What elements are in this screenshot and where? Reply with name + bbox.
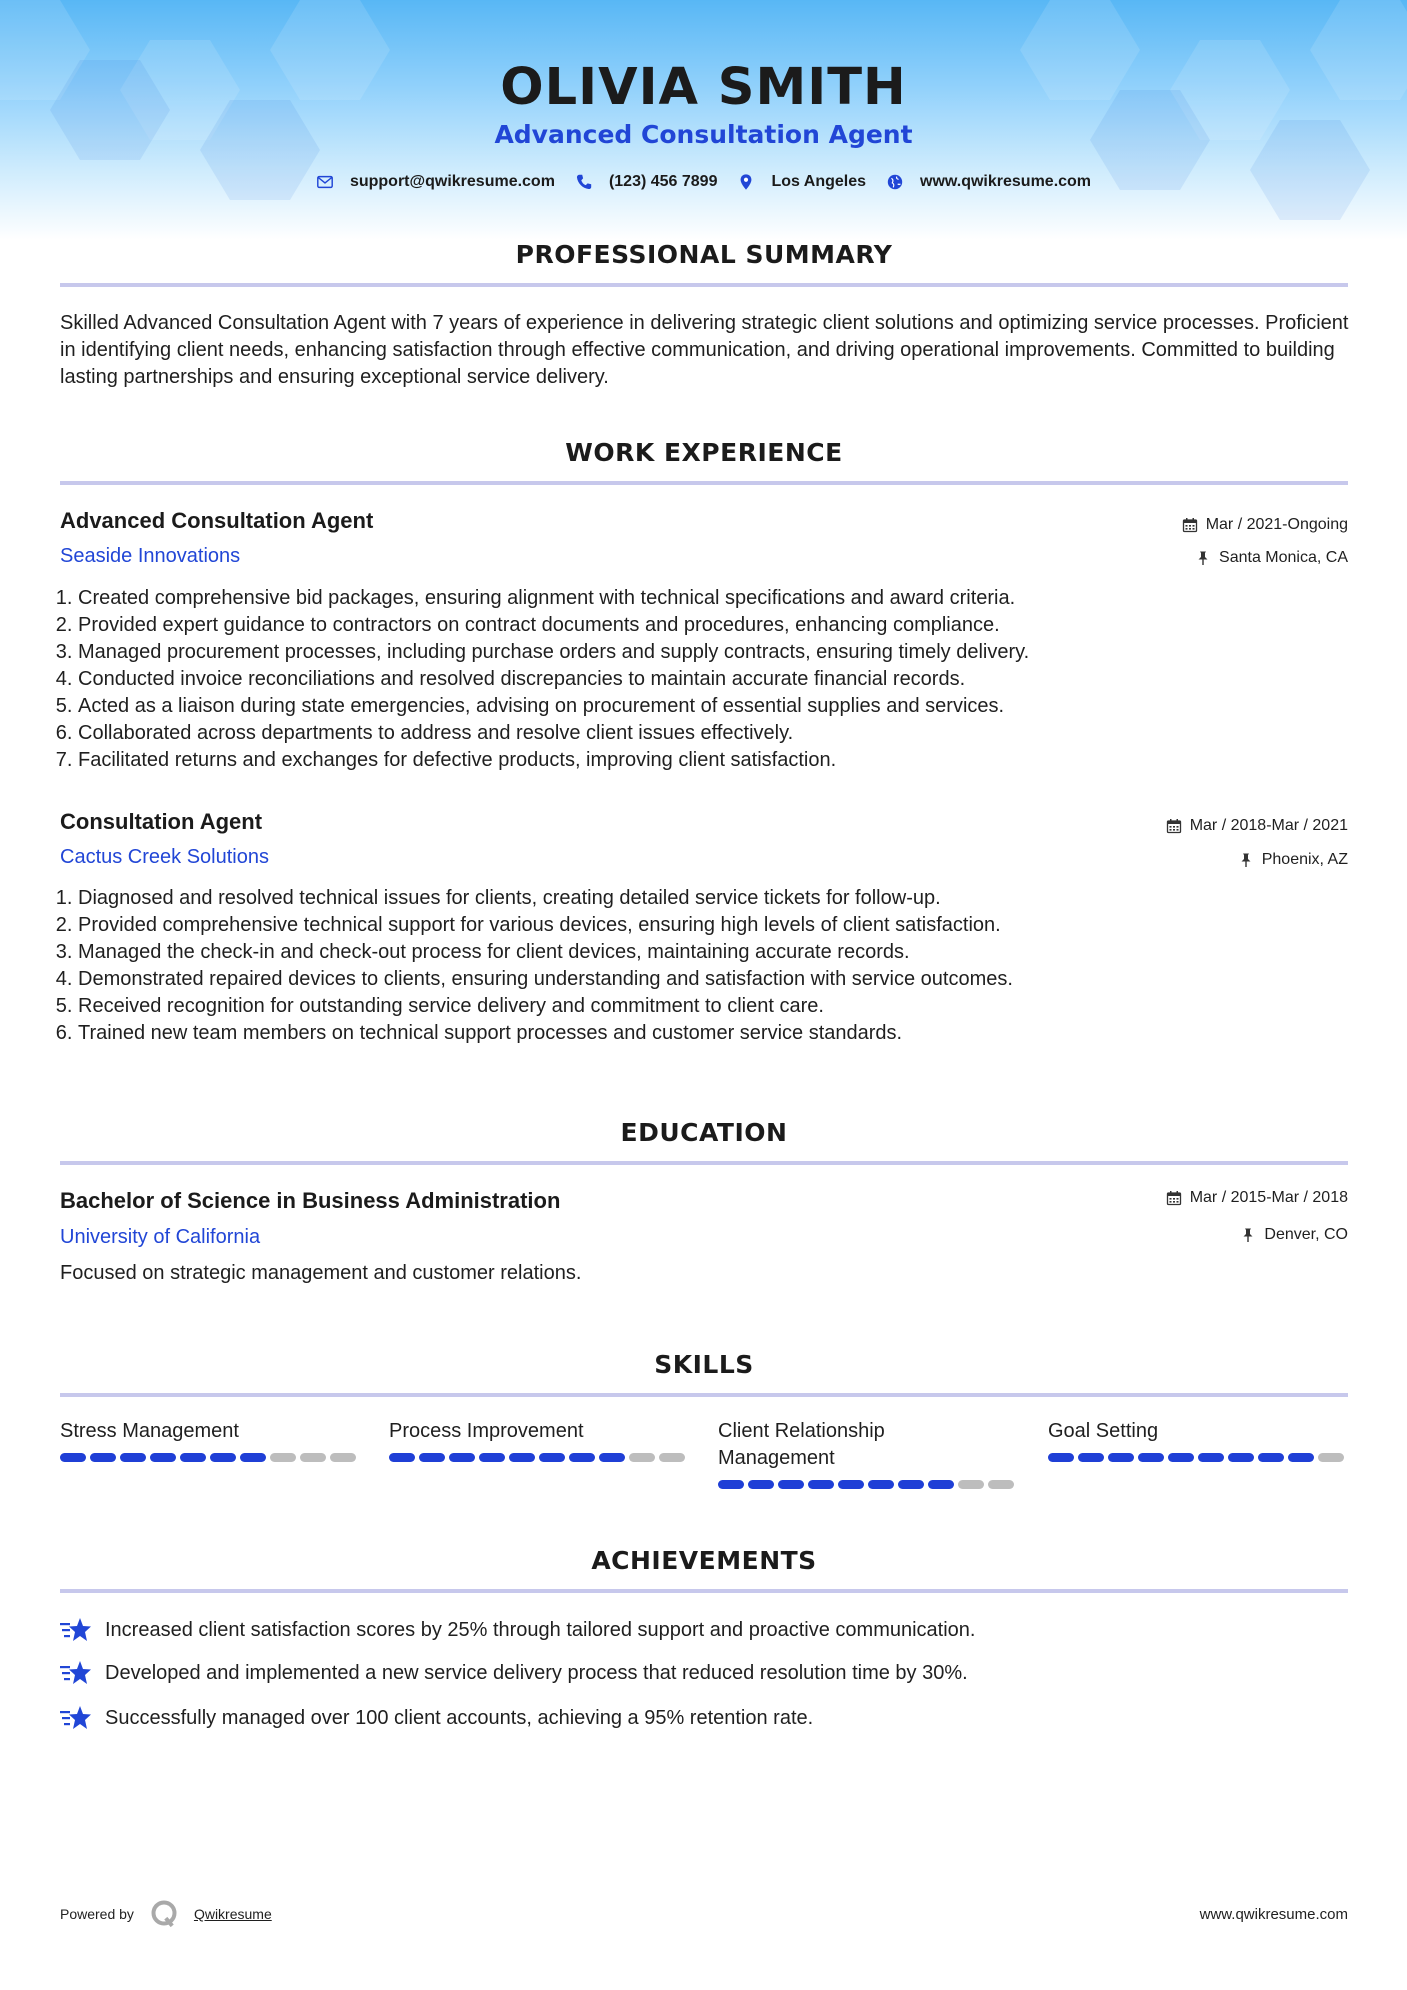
phone-text: (123) 456 7899: [608, 173, 718, 190]
list-item: 7. Facilitated returns and exchanges for defective products, improving client satisfaction.: [78, 747, 1328, 774]
company-name: Seaside Innovations: [60, 545, 241, 567]
job-bullets: [56, 585, 1328, 774]
achievements-divider: [60, 1589, 1348, 1593]
achievement-item: [60, 1704, 813, 1732]
website-text: www.qwikresume.com: [920, 173, 1092, 190]
skill-name: Goal Setting: [1048, 1420, 1159, 1442]
skill-segment-filled: [928, 1480, 954, 1489]
job-dates-text: Mar / 2018-Mar / 2021: [1189, 817, 1348, 834]
powered-by-label: Powered by: [60, 1906, 134, 1922]
contact-location: [737, 173, 866, 191]
achievement-text: Increased client satisfaction scores by 25% through tailored support and proactive communication.: [105, 1618, 976, 1641]
skill-level-bar: [60, 1453, 360, 1462]
education-heading: EDUCATION: [620, 1118, 788, 1147]
job-location: [1238, 851, 1348, 869]
education-divider: [60, 1161, 1348, 1165]
skill-item: [1048, 1418, 1348, 1462]
company-name: Cactus Creek Solutions: [60, 846, 269, 868]
globe-icon: [886, 173, 904, 191]
phone-icon: [575, 173, 593, 191]
skill-segment-filled: [509, 1453, 535, 1462]
skill-segment-filled: [868, 1480, 894, 1489]
skill-level-bar: [718, 1480, 1018, 1489]
skill-segment-filled: [479, 1453, 505, 1462]
qwikresume-logo: [150, 1899, 180, 1929]
contact-email[interactable]: [316, 173, 555, 191]
skill-segment-filled: [748, 1480, 774, 1489]
skill-segment-filled: [1168, 1453, 1194, 1462]
skill-segment-empty: [300, 1453, 326, 1462]
skill-segment-filled: [389, 1453, 415, 1462]
skill-segment-filled: [419, 1453, 445, 1462]
envelope-icon: [316, 173, 334, 191]
skill-segment-filled: [808, 1480, 834, 1489]
summary-text: Skilled Advanced Consultation Agent with 7 years of experience in delivering strategic client solutions and optimizing service processes. Proficient in identifying client needs, enhancing satisfaction through effective communication, and driving operational improvements. Committed to building lasting partnerships and ensuring exceptional service delivery.: [60, 312, 1349, 388]
skill-segment-filled: [1258, 1453, 1284, 1462]
list-item: 5. Acted as a liaison during state emergencies, advising on procurement of essential supplies and services.: [78, 693, 1328, 720]
location-text: Los Angeles: [771, 173, 867, 190]
skill-segment-empty: [958, 1480, 984, 1489]
contact-bar: [0, 173, 1407, 191]
achievement-text: Successfully managed over 100 client accounts, achieving a 95% retention rate.: [105, 1706, 814, 1729]
skill-segment-filled: [778, 1480, 804, 1489]
list-item: 4. Demonstrated repaired devices to clients, ensuring understanding and satisfaction with service outcomes.: [78, 966, 1328, 993]
achievements-heading: ACHIEVEMENTS: [591, 1546, 817, 1575]
skill-segment-filled: [838, 1480, 864, 1489]
skill-segment-filled: [1108, 1453, 1134, 1462]
skill-name: Process Improvement: [389, 1420, 584, 1442]
job-location-text: Phoenix, AZ: [1261, 851, 1348, 868]
list-item: 1. Diagnosed and resolved technical issues for clients, creating detailed service tickets for follow-up.: [78, 885, 1328, 912]
list-item: 3. Managed procurement processes, including purchase orders and supply contracts, ensuring timely delivery.: [78, 639, 1328, 666]
footer-powered-by: [60, 1899, 272, 1929]
skill-segment-empty: [270, 1453, 296, 1462]
skill-segment-filled: [150, 1453, 176, 1462]
list-item: 4. Conducted invoice reconciliations and resolved discrepancies to maintain accurate financial records.: [78, 666, 1328, 693]
skill-segment-empty: [1318, 1453, 1344, 1462]
skill-level-bar: [389, 1453, 689, 1462]
qwikresume-link[interactable]: Qwikresume: [193, 1906, 272, 1922]
achievement-item: [60, 1659, 968, 1687]
education-location-text: Denver, CO: [1264, 1226, 1348, 1243]
list-item: 2. Provided comprehensive technical support for various devices, ensuring high levels of client satisfaction.: [78, 912, 1328, 939]
summary-divider: [60, 283, 1348, 287]
skill-segment-filled: [1288, 1453, 1314, 1462]
job-dates: [1166, 817, 1348, 835]
list-item: 5. Received recognition for outstanding service delivery and commitment to client care.: [78, 993, 1328, 1020]
list-item: 2. Provided expert guidance to contractors on contract documents and procedures, enhancing compliance.: [78, 612, 1328, 639]
footer-website[interactable]: www.qwikresume.com: [1199, 1906, 1348, 1923]
skill-segment-empty: [659, 1453, 685, 1462]
skill-segment-filled: [1228, 1453, 1254, 1462]
star-icon: [60, 1659, 92, 1687]
contact-phone[interactable]: [575, 173, 718, 191]
pushpin-icon: [1238, 852, 1254, 868]
skill-segment-filled: [1078, 1453, 1104, 1462]
list-item: 3. Managed the check-in and check-out process for client devices, maintaining accurate records.: [78, 939, 1328, 966]
skill-segment-filled: [240, 1453, 266, 1462]
list-item: 6. Trained new team members on technical support processes and customer service standards.: [78, 1020, 1328, 1047]
skill-name: Stress Management: [60, 1420, 239, 1442]
skill-segment-filled: [718, 1480, 744, 1489]
experience-heading: WORK EXPERIENCE: [565, 438, 843, 467]
candidate-name: OLIVIA SMITH: [500, 58, 907, 117]
star-icon: [60, 1704, 92, 1732]
job-dates: [1182, 516, 1348, 534]
skill-segment-filled: [569, 1453, 595, 1462]
education-dates-text: Mar / 2015-Mar / 2018: [1189, 1189, 1348, 1206]
skill-segment-filled: [1198, 1453, 1224, 1462]
education-location: [1240, 1226, 1348, 1244]
experience-divider: [60, 481, 1348, 485]
pushpin-icon: [1195, 550, 1211, 566]
job-title: Advanced Consultation Agent: [60, 508, 374, 533]
skill-segment-filled: [898, 1480, 924, 1489]
skill-segment-filled: [180, 1453, 206, 1462]
contact-website[interactable]: [886, 173, 1091, 191]
degree-title: Bachelor of Science in Business Administration: [60, 1188, 561, 1213]
skill-segment-filled: [599, 1453, 625, 1462]
job-location-text: Santa Monica, CA: [1219, 549, 1348, 566]
skills-heading: SKILLS: [654, 1350, 754, 1379]
list-item: 6. Collaborated across departments to address and resolve client issues effectively.: [78, 720, 1328, 747]
achievement-item: [60, 1616, 975, 1644]
skill-segment-filled: [1138, 1453, 1164, 1462]
skill-segment-filled: [1048, 1453, 1074, 1462]
skill-segment-empty: [330, 1453, 356, 1462]
skill-item: [389, 1418, 689, 1462]
email-text: support@qwikresume.com: [349, 173, 555, 190]
list-item: 1. Created comprehensive bid packages, ensuring alignment with technical specifications and award criteria.: [78, 585, 1328, 612]
skill-segment-filled: [60, 1453, 86, 1462]
job-dates-text: Mar / 2021-Ongoing: [1205, 516, 1348, 533]
skill-segment-empty: [988, 1480, 1014, 1489]
skills-divider: [60, 1393, 1348, 1397]
skill-segment-filled: [449, 1453, 475, 1462]
skill-segment-filled: [90, 1453, 116, 1462]
job-bullets: [56, 885, 1328, 1047]
skill-level-bar: [1048, 1453, 1348, 1462]
achievement-text: Developed and implemented a new service delivery process that reduced resolution time by 30%.: [105, 1661, 968, 1684]
school-name: University of California: [60, 1226, 261, 1248]
education-dates: [1166, 1189, 1348, 1207]
job-location: [1195, 549, 1348, 567]
summary-heading: PROFESSIONAL SUMMARY: [515, 240, 893, 269]
skill-segment-filled: [210, 1453, 236, 1462]
skill-item: [60, 1418, 360, 1462]
job-title: Consultation Agent: [60, 809, 263, 834]
skill-name: Client Relationship Management: [718, 1420, 885, 1469]
skill-item: [718, 1418, 1018, 1489]
header-banner: [0, 0, 1407, 240]
skill-segment-filled: [539, 1453, 565, 1462]
calendar-icon: [1166, 1190, 1182, 1206]
map-pin-icon: [737, 173, 755, 191]
candidate-title: Advanced Consultation Agent: [494, 120, 913, 149]
skill-segment-filled: [120, 1453, 146, 1462]
skill-segment-empty: [629, 1453, 655, 1462]
pushpin-icon: [1240, 1227, 1256, 1243]
calendar-icon: [1182, 517, 1198, 533]
calendar-icon: [1166, 818, 1182, 834]
education-description: Focused on strategic management and customer relations.: [60, 1262, 582, 1284]
star-icon: [60, 1616, 92, 1644]
